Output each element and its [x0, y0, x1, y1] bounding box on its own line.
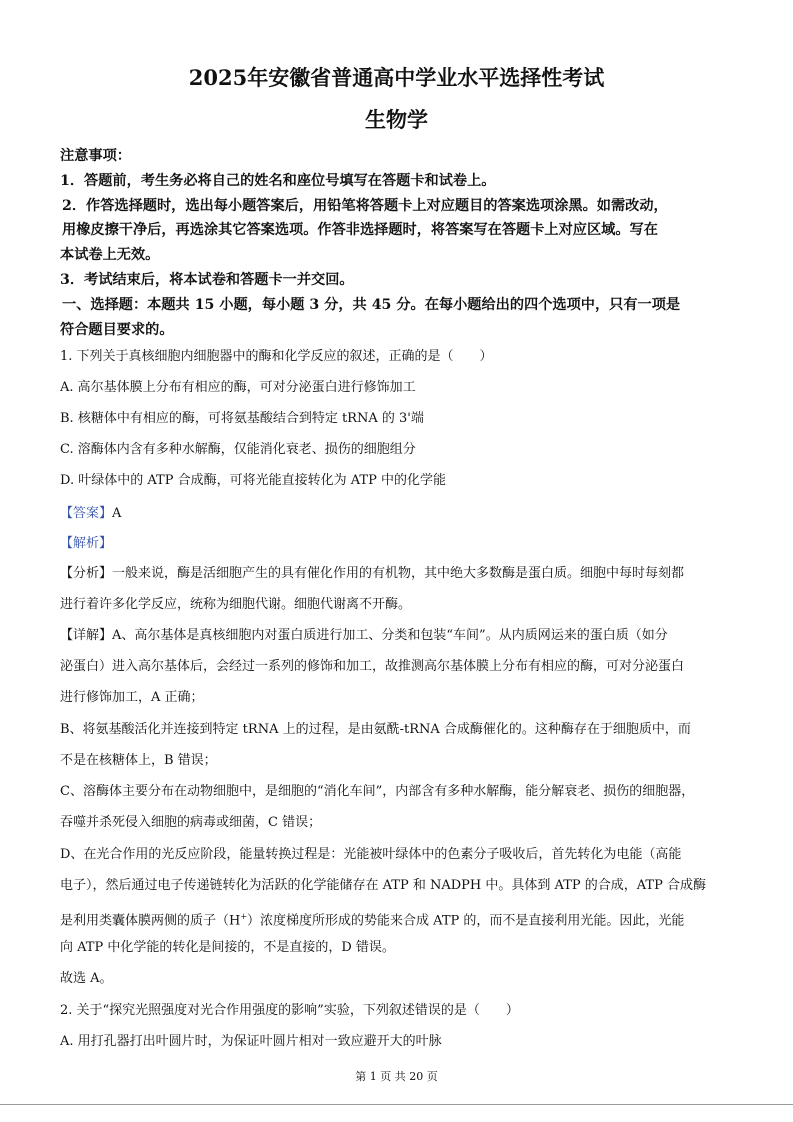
- notice-item-2-line-3: 本试卷上无效。: [60, 247, 160, 263]
- xiangjie-line-10: [60, 909, 740, 929]
- answer-tag: 【答案】: [60, 506, 113, 521]
- xiangjie-line-5: 不是在核糖体上，B 错误；: [60, 753, 217, 768]
- q1-option-b: B. 核糖体中有相应的酶，可将氨基酸结合到特定 tRNA 的 3'端: [60, 411, 424, 426]
- q1-option-d: D. 叶绿体中的 ATP 合成酶，可将光能直接转化为 ATP 中的化学能: [60, 473, 446, 488]
- xiangjie-line-11: 向 ATP 中化学能的转化是间接的，不是直接的，D 错误。: [60, 940, 395, 955]
- q1-answer-line: [60, 506, 740, 522]
- fenxi-line-1: [60, 566, 740, 582]
- page-number: 第 1 页 共 20 页: [355, 1070, 438, 1083]
- xiangjie-line-1: [60, 628, 740, 644]
- answer-value: A: [112, 506, 122, 521]
- xiangjie-text-10a: 是利用类囊体膜两侧的质子（H: [60, 913, 241, 929]
- section-heading-line-2: 符合题目要求的。: [60, 322, 174, 338]
- notice-item-3: 3．考试结束后，将本试卷和答题卡一并交回。: [60, 272, 354, 288]
- section-heading-line-1: 一、选择题：本题共 15 小题，每小题 3 分，共 45 分。在每小题给出的四个选项中，只有一项是: [62, 297, 681, 313]
- notice-item-2-line-2: 用橡皮擦干净后，再选涂其它答案选项。作答非选择题时，将答案写在答题卡上对应区域。写在: [62, 222, 658, 238]
- fenxi-line-2: 进行着许多化学反应，统称为细胞代谢。细胞代谢离不开酶。: [60, 597, 412, 612]
- proton-superscript: +: [240, 912, 248, 921]
- notice-item-2-line-1: 2．作答选择题时，选出每小题答案后，用铅笔将答题卡上对应题目的答案选项涂黑。如需改动，: [62, 198, 668, 214]
- xiangjie-line-7: 吞噬并杀死侵入细胞的病毒或细菌，C 错误；: [60, 815, 322, 830]
- xiangjie-line-6: C、溶酶体主要分布在动物细胞中，是细胞的“消化车间”，内部含有多种水解酶，能分解衰老、损伤的细胞器，: [60, 784, 695, 799]
- xiangjie-line-4: B、将氨基酸活化并连接到特定 tRNA 上的过程，是由氨酰-tRNA 合成酶催化的。这种酶存在于细胞质中，而: [60, 722, 691, 737]
- q1-conclusion: 故选 A。: [60, 971, 113, 986]
- xiangjie-line-3: 进行修饰加工，A 正确；: [60, 690, 204, 705]
- notice-item-1: 1．答题前，考生务必将自己的姓名和座位号填写在答题卡和试卷上。: [60, 173, 496, 189]
- xiangjie-text-1b: “车间”。从内质网运来的蛋白质（如分: [446, 628, 668, 643]
- exam-title: 2025年安徽省普通高中学业水平选择性考试: [188, 65, 605, 90]
- page-bottom-divider: [0, 1104, 793, 1105]
- q1-stem: 1. 下列关于真核细胞内细胞器中的酶和化学反应的叙述，正确的是（ ）: [60, 349, 493, 364]
- xiangjie-text-1a: A、高尔基体是真核细胞内对蛋白质进行加工、分类和包装: [112, 628, 447, 643]
- q1-option-c: C. 溶酶体内含有多种水解酶，仅能消化衰老、损伤的细胞组分: [60, 442, 416, 457]
- q2-stem: 2. 关于“探究光照强度对光合作用强度的影响”实验，下列叙述错误的是（ ）: [60, 1003, 519, 1018]
- xiangjie-line-9: 电子），然后通过电子传递链转化为活跃的化学能储存在 ATP 和 NADPH 中。具体到 ATP 的合成，ATP 合成酶: [60, 878, 706, 893]
- subject-title: 生物学: [365, 107, 428, 132]
- q1-option-a: A. 高尔基体膜上分布有相应的酶，可对分泌蛋白进行修饰加工: [60, 380, 416, 395]
- analysis-tag: 【解析】: [60, 536, 113, 551]
- fenxi-text-1: 一般来说，酶是活细胞产生的具有催化作用的有机物，其中绝大多数酶是蛋白质。细胞中每时每刻都: [112, 566, 685, 581]
- xiangjie-tag: 【详解】: [60, 628, 113, 643]
- notice-heading: 注意事项：: [60, 148, 131, 164]
- q2-option-a: A. 用打孔器打出叶圆片时，为保证叶圆片相对一致应避开大的叶脉: [60, 1034, 442, 1049]
- xiangjie-text-10b: ）浓度梯度所形成的势能来合成 ATP 的，而不是直接利用光能。因此，光能: [247, 913, 685, 929]
- xiangjie-line-2: 泌蛋白）进入高尔基体后，会经过一系列的修饰和加工，故推测高尔基体膜上分布有相应的酶，可对分泌蛋白: [60, 659, 685, 674]
- xiangjie-line-8: D、在光合作用的光反应阶段，能量转换过程是：光能被叶绿体中的色素分子吸收后，首先转化为电能（高能: [60, 847, 682, 862]
- fenxi-tag: 【分析】: [60, 566, 113, 581]
